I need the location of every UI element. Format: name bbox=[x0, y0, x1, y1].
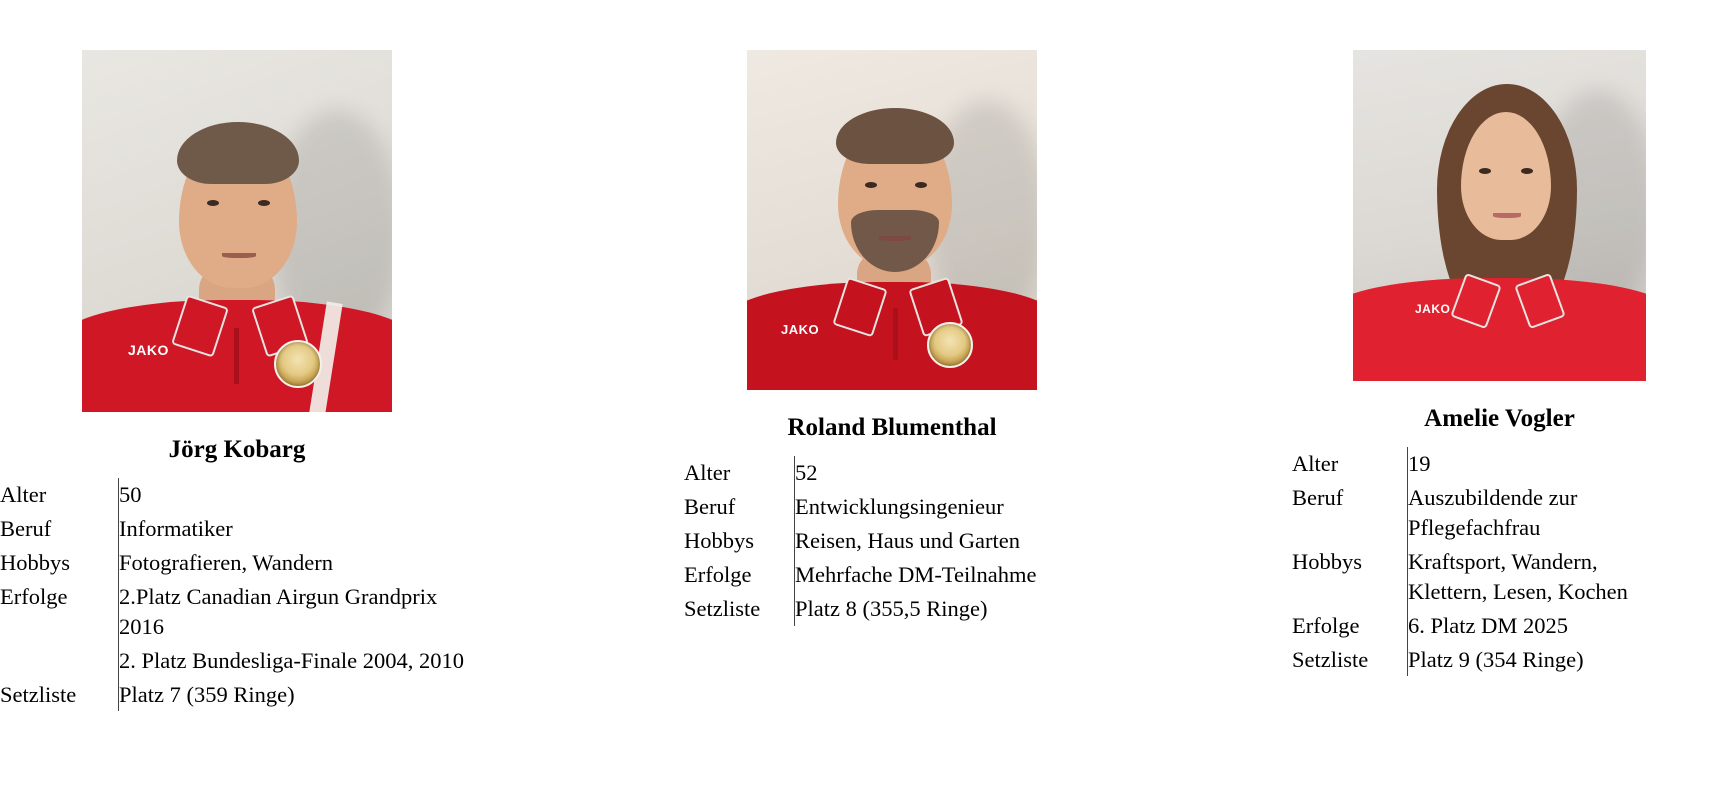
mouth-shape bbox=[222, 253, 256, 258]
eye-right bbox=[1521, 168, 1533, 174]
label-alter: Alter bbox=[684, 460, 731, 485]
table-row bbox=[0, 580, 480, 644]
table-row bbox=[684, 456, 1084, 490]
athlete-name: Amelie Vogler bbox=[1424, 405, 1575, 432]
eye-left bbox=[207, 200, 219, 206]
eye-left bbox=[1479, 168, 1491, 174]
value-alter: 52 bbox=[795, 456, 1085, 490]
portrait-photo-1 bbox=[82, 50, 392, 412]
label-erfolge: Erfolge bbox=[684, 561, 752, 587]
table-row bbox=[684, 490, 1084, 524]
eye-left bbox=[865, 182, 877, 188]
table-row bbox=[684, 524, 1084, 558]
shirt-placket bbox=[893, 308, 898, 360]
value-hobbys: Fotografieren, Wandern bbox=[119, 546, 481, 580]
label-beruf: Beruf bbox=[684, 493, 736, 519]
value-erfolge-1: 6. Platz DM 2025 bbox=[1408, 609, 1673, 643]
table-row bbox=[1292, 545, 1672, 609]
label-hobbys: Hobbys bbox=[684, 527, 755, 553]
photo-container bbox=[684, 50, 1200, 390]
athlete-card bbox=[620, 50, 1200, 626]
jako-logo: JAKO bbox=[781, 322, 820, 337]
label-erfolge: Erfolge bbox=[0, 583, 68, 609]
table-row bbox=[0, 478, 480, 512]
value-setzliste: Platz 8 (355,5 Ringe) bbox=[795, 592, 1085, 626]
jako-logo: JAKO bbox=[1415, 302, 1451, 316]
label-setzliste: Setzliste bbox=[1292, 646, 1369, 672]
table-row bbox=[684, 558, 1084, 592]
table-row bbox=[0, 546, 480, 580]
athlete-name: Jörg Kobarg bbox=[168, 436, 306, 463]
label-alter: Alter bbox=[1292, 451, 1339, 476]
value-beruf: Entwicklungsingenieur bbox=[795, 490, 1085, 524]
value-alter: 50 bbox=[119, 478, 481, 512]
portrait-photo-2 bbox=[747, 50, 1037, 390]
value-erfolge-2: 2. Platz Bundesliga-Finale 2004, 2010 bbox=[119, 644, 481, 678]
mouth-shape bbox=[879, 236, 911, 241]
label-hobbys: Hobbys bbox=[1292, 548, 1363, 574]
table-row bbox=[1292, 481, 1672, 545]
value-setzliste: Platz 9 (354 Ringe) bbox=[1408, 643, 1673, 677]
shirt-placket bbox=[234, 328, 239, 384]
table-row bbox=[684, 592, 1084, 626]
athlete-info-table bbox=[684, 456, 1084, 626]
value-setzliste: Platz 7 (359 Ringe) bbox=[119, 678, 481, 712]
label-hobbys: Hobbys bbox=[0, 549, 71, 575]
photo-container bbox=[82, 50, 620, 412]
table-row bbox=[0, 678, 480, 712]
label-setzliste: Setzliste bbox=[0, 681, 77, 707]
table-row bbox=[0, 512, 480, 546]
shirt-shape bbox=[1353, 278, 1646, 381]
photo-container bbox=[1242, 50, 1713, 381]
label-beruf: Beruf bbox=[1292, 484, 1344, 510]
athlete-info-table bbox=[0, 478, 480, 711]
label-beruf: Beruf bbox=[0, 515, 52, 541]
table-row bbox=[0, 644, 480, 678]
eye-right bbox=[915, 182, 927, 188]
value-beruf: Auszubildende zur Pflegefachfrau bbox=[1408, 481, 1673, 545]
label-erfolge: Erfolge bbox=[1292, 612, 1360, 638]
value-hobbys: Kraftsport, Wandern, Klettern, Lesen, Kochen bbox=[1408, 545, 1673, 609]
value-alter: 19 bbox=[1408, 447, 1673, 481]
athlete-card bbox=[1200, 50, 1713, 676]
athlete-info-table bbox=[1292, 447, 1672, 676]
value-beruf: Informatiker bbox=[119, 512, 481, 546]
table-row bbox=[1292, 447, 1672, 481]
label-alter: Alter bbox=[0, 482, 47, 507]
label-erfolge-cont bbox=[0, 644, 119, 678]
value-erfolge-1: 2.Platz Canadian Airgun Grandprix 2016 bbox=[119, 580, 481, 644]
club-crest-icon bbox=[927, 322, 973, 368]
eye-right bbox=[258, 200, 270, 206]
athlete-name: Roland Blumenthal bbox=[787, 414, 997, 441]
table-row bbox=[1292, 643, 1672, 677]
jako-logo: JAKO bbox=[128, 342, 169, 358]
label-setzliste: Setzliste bbox=[684, 595, 761, 621]
value-erfolge-1: Mehrfache DM-Teilnahme bbox=[795, 558, 1085, 592]
value-hobbys: Reisen, Haus und Garten bbox=[795, 524, 1085, 558]
portrait-photo-3 bbox=[1353, 50, 1646, 381]
club-crest-icon bbox=[274, 340, 322, 388]
athlete-card bbox=[0, 50, 620, 711]
mouth-shape bbox=[1493, 213, 1521, 218]
table-row bbox=[1292, 609, 1672, 643]
